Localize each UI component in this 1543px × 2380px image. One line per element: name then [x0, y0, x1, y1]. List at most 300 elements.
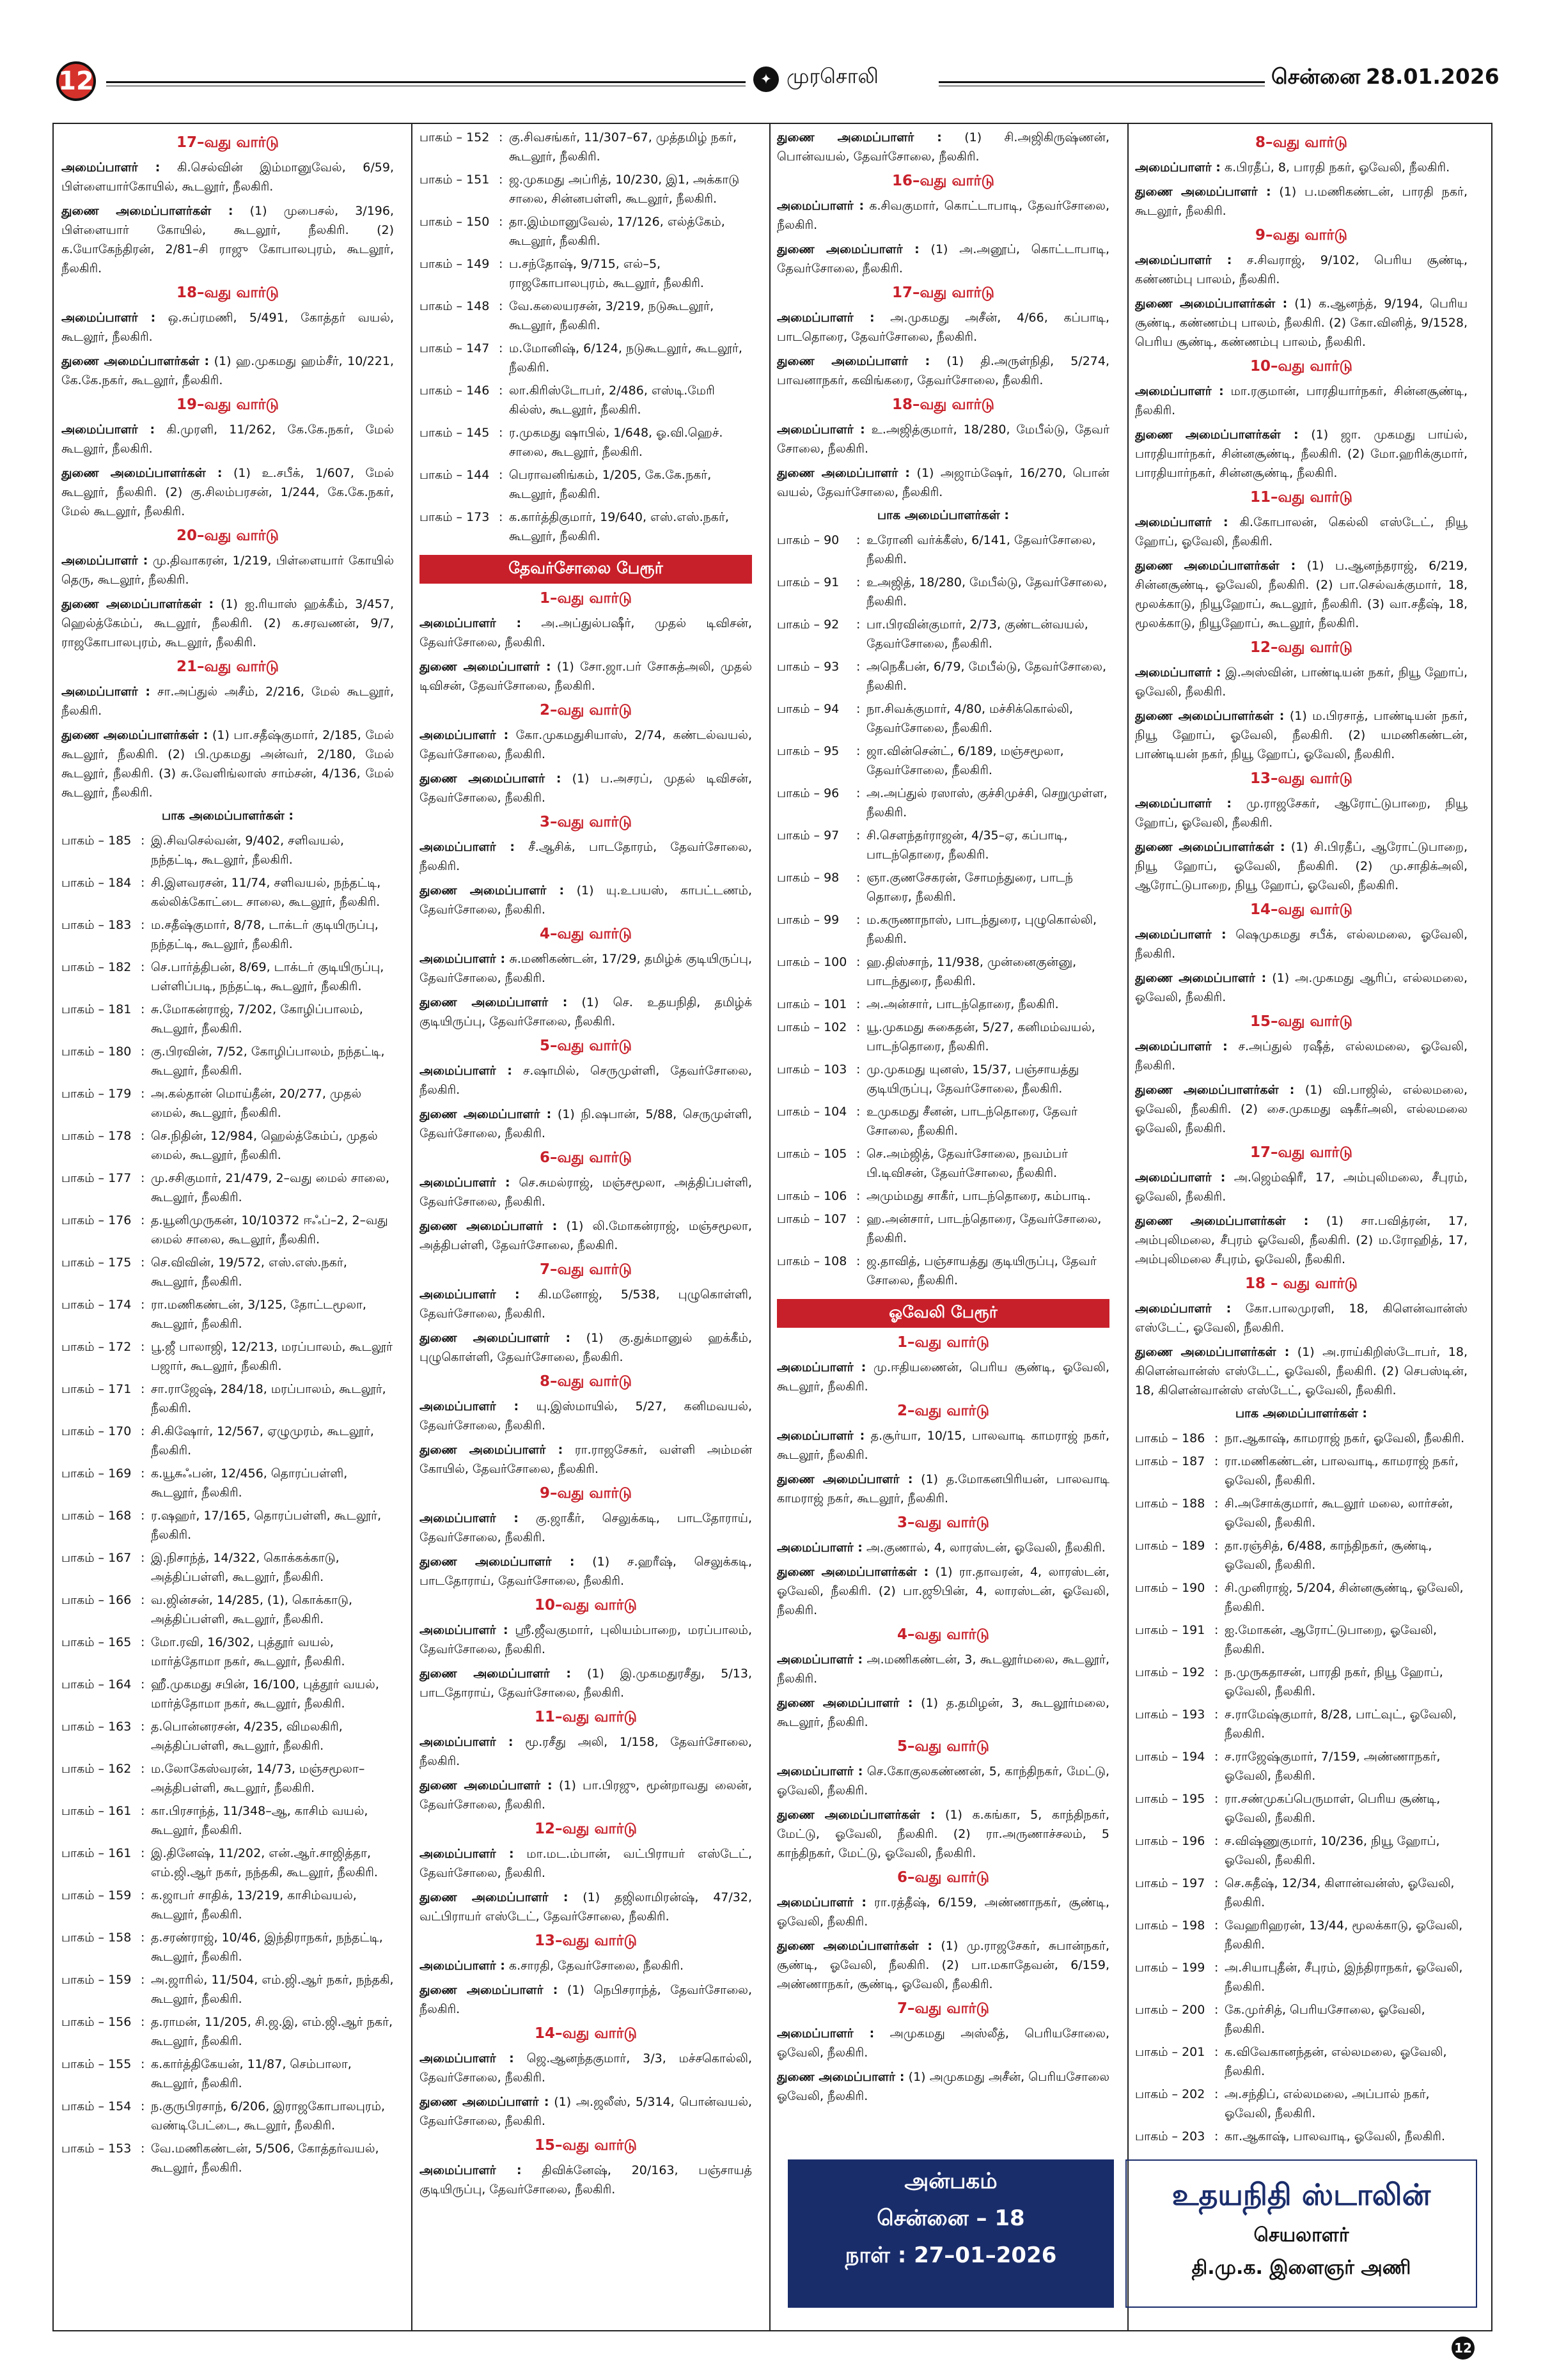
appointee-details: (1) த.மோகனபிரியன், பாலவாடி காமராஜ் நகர், கூடலூர், நீலகிரி. — [777, 1472, 1109, 1505]
appointment-entry — [61, 682, 394, 720]
appointee-details: சா.அப்துல் அசீம், 2/216, மேல் கூடலூர், நீலகிரி. — [61, 685, 394, 718]
role-label: அமைப்பாளர் : — [61, 311, 156, 325]
booth-entry — [61, 2097, 394, 2135]
role-label: துணை அமைப்பாளர் : — [1135, 185, 1271, 199]
role-label: துணை அமைப்பாளர்கள் : — [1135, 1345, 1290, 1359]
booth-colon: : — [856, 1189, 861, 1203]
appointment-entry — [777, 2067, 1109, 2106]
booth-colon: : — [856, 955, 861, 969]
appointee-details: (1) ஜா. முகமது பாய்ல், பாரதியார்நகர், சின்னசூண்டி, நீலகிரி. (2) மோ.ஹரிக்குமார், பாரதியார்நகர், சின்னசூண்டி, நீலகிரி. — [1135, 428, 1468, 480]
role-label: துணை அமைப்பாளர்கள் : — [777, 1565, 929, 1579]
booth-number: பாகம் – 190 — [1135, 1581, 1205, 1595]
booth-number: பாகம் – 187 — [1135, 1454, 1205, 1468]
booth-number: பாகம் – 156 — [61, 2015, 132, 2029]
booth-entry — [419, 212, 752, 251]
role-label: துணை அமைப்பாளர்கள் : — [61, 597, 214, 611]
ward-heading: 18 – வது வார்டு — [1244, 1275, 1358, 1292]
appointment-entry — [419, 2092, 752, 2131]
appointee-details: அ.முகமது அசீன், 4/66, கப்பாடி, பாடதொரை, தேவர்சோலை, நீலகிரி. — [777, 311, 1109, 344]
appointment-entry — [1135, 294, 1468, 352]
booth-organiser: வே.மணிகண்டன், 5/506, கோத்தர்வயல், கூடலூர், நீலகிரி. — [151, 2142, 379, 2175]
appointee-details: ரா.ரத்தீஷ், 6/159, அண்ணாநகர், சூண்டி, ஓவேலி, நீலகிரி. — [777, 1895, 1109, 1929]
booth-number: பாகம் – 144 — [419, 468, 490, 482]
appointee-details: (1) நி.ஷபான், 5/88, செருமுள்ளி, தேவர்சோலை, நீலகிரி. — [419, 1107, 752, 1140]
booth-colon: : — [141, 1593, 145, 1607]
ward-heading: 17–வது வார்டு — [891, 284, 995, 301]
appointment-entry — [419, 1397, 752, 1435]
appointment-entry — [777, 128, 1109, 166]
appointment-entry — [419, 1888, 752, 1926]
booth-organiser: அமும்மது சாகீர், பாடந்தொரை, கம்பாடி. — [866, 1189, 1091, 1203]
booth-entry — [1135, 2000, 1468, 2039]
booth-colon: : — [1214, 2003, 1219, 2017]
appointee-details: (1) சி.அஜிகிருஷ்ணன், பொன்வயல், தேவர்சோலை, நீலகிரி. — [777, 130, 1109, 164]
ad-place: அன்பகம் — [904, 2168, 998, 2194]
appointee-details: யு.இஸ்மாயில், 5/27, கனிமவயல், தேவர்சோலை, நீலகிரி. — [419, 1399, 752, 1433]
booth-organiser: மு.முகமது யுனஸ், 15/37, பஞ்சாயத்து குடியிருப்பு, தேவர்சோலை, நீலகிரி. — [866, 1062, 1079, 1096]
booth-organiser: ரா.மணிகண்டன், 3/125, தோட்டமூலா, கூடலூர், நீலகிரி. — [151, 1298, 366, 1331]
role-label: துணை அமைப்பாளர் : — [419, 2095, 549, 2109]
page-number-badge: 12 — [56, 61, 96, 101]
edition-city: சென்னை — [1271, 64, 1361, 89]
appointment-entry — [61, 308, 394, 346]
appointee-details: (1) அஜாம்ஷேர், 16/270, பொன் வயல், தேவர்சோலை, நீலகிரி. — [777, 466, 1109, 499]
appointee-details: திவிக்னேஷ், 20/163, பஞ்சாயத் குடியிருப்பு, தேவர்சோலை, நீலகிரி. — [419, 2163, 752, 2197]
ward-heading: 12–வது வார்டு — [1249, 639, 1353, 656]
booth-colon: : — [1214, 1454, 1219, 1468]
role-label: அமைப்பாளர் : — [61, 685, 150, 699]
booth-organiser: அநெகீபன், 6/79, மேபீல்டு, தேவர்சோலை, நீலகிரி. — [866, 660, 1107, 693]
role-label: துணை அமைப்பாளர் : — [419, 1778, 552, 1793]
ward-heading: 1–வது வார்டு — [897, 1334, 990, 1351]
role-label: துணை அமைப்பாளர்கள் : — [61, 354, 210, 368]
appointment-entry — [777, 1562, 1109, 1620]
booth-organiser: மோ.ரவி, 16/302, புத்தூர் வயல், மார்த்தோமா நகர், கூடலூர், நீலகிரி. — [151, 1635, 345, 1668]
appointee-details: (1) லி.மோகன்ராஜ், மஞ்சமூலா, அத்திபள்ளி, தேவர்சோலை, நீலகிரி. — [419, 1219, 752, 1252]
appointee-details: (1) சா.பவித்ரன், 17, அம்புலிமலை, சீபுரம் ஓவேலி, நீலகிரி. (2) ம.ரோஹித், 17, அம்புலிமலை சீபுரம், ஓவேலி, நீலகிரி. — [1135, 1214, 1468, 1266]
ward-heading: 14–வது வார்டு — [534, 2025, 638, 2042]
booth-entry — [61, 831, 394, 869]
booth-colon: : — [141, 1635, 145, 1649]
booth-colon: : — [141, 1129, 145, 1143]
ad-date: நாள் : 27–01–2026 — [845, 2243, 1057, 2268]
role-label: துணை அமைப்பாளர்கள் : — [1135, 428, 1299, 442]
booth-number: பாகம் – 97 — [777, 828, 840, 843]
signatory-name: உதயநிதி ஸ்டாலின் — [1171, 2177, 1431, 2212]
booth-organiser: த.ராமன், 11/205, சி.ஜ.இ, எம்.ஜி.ஆர் நகர், கூடலூர், நீலகிரி. — [151, 2015, 393, 2048]
appointee-details: (1) ஹ.முகமது ஹம்சீர், 10/221, கே.கே.நகர், கூடலூர், நீலகிரி. — [61, 354, 394, 387]
booth-number: பாகம் – 166 — [61, 1593, 132, 1607]
role-label: அமைப்பாளர் : — [777, 1541, 863, 1555]
appointee-details: இ.அஸ்வின், பாண்டியன் நகர், நியூ ஹோப், ஓவேலி, நீலகிரி. — [1135, 665, 1468, 699]
appointment-entry — [777, 1893, 1109, 1931]
booth-number: பாகம் – 163 — [61, 1720, 132, 1734]
ward-heading: 13–வது வார்டு — [534, 1933, 638, 1949]
booth-organiser: ம.லோகேஸ்வரன், 14/73, மஞ்சமூலா– அத்திபள்ளி, கூடலூர், நீலகிரி. — [151, 1762, 365, 1795]
booth-organiser: சி.சௌந்தர்ராஜன், 4/35–ஏ, கப்பாடி, பாடந்தொரை, நீலகிரி. — [866, 828, 1068, 862]
booth-organiser: லா.கிரிஸ்டோபர், 2/486, எஸ்டி.மேரி கில்ஸ், கூடலூர், நீலகிரி. — [509, 384, 715, 417]
booth-colon: : — [856, 871, 861, 885]
booth-colon: : — [141, 1002, 145, 1016]
role-label: அமைப்பாளர் : — [1135, 515, 1228, 529]
booth-colon: : — [856, 1254, 861, 1268]
booth-number: பாகம் – 161 — [61, 1804, 132, 1818]
role-label: அமைப்பாளர் : — [61, 423, 155, 437]
booth-number: பாகம் – 152 — [419, 130, 490, 144]
appointee-details: அ.மணிகண்டன், 3, கூடலூர்மலை, கூடலூர், நீலகிரி. — [777, 1653, 1109, 1686]
booth-entry — [61, 1000, 394, 1038]
booth-number: பாகம் – 159 — [61, 1888, 132, 1902]
appointment-entry — [419, 1328, 752, 1367]
appointment-entry — [777, 1805, 1109, 1863]
appointee-details: கி.கோபாலன், கெல்லி எஸ்டேட், நியூ ஹோப், ஓவேலி, நீலகிரி. — [1135, 515, 1468, 548]
appointment-entry — [1135, 837, 1468, 895]
booth-number: பாகம் – 188 — [1135, 1497, 1205, 1511]
appointee-details: கோ.முகமதுசியாஸ், 2/74, கண்டல்வயல், தேவர்சோலை, நீலகிரி. — [419, 728, 752, 761]
column-divider — [1127, 123, 1129, 2331]
booth-colon: : — [1214, 1961, 1219, 1975]
booth-organiser: நா.சிவக்குமார், 4/80, மச்சிக்கொல்லி, தேவர்சோலை, நீலகிரி. — [866, 702, 1073, 735]
role-label: துணை அமைப்பாளர்கள் : — [61, 466, 223, 480]
role-label: துணை அமைப்பாளர் : — [777, 2070, 905, 2084]
role-label: அமைப்பாளர் : — [1135, 1039, 1228, 1054]
booth-number: பாகம் – 103 — [777, 1062, 847, 1077]
appointee-details: (1) சி.பிரதீப், ஆரோட்டுபாறை, நியூ ஹோப், ஓவேலி, நீலகிரி. (2) மு.சாதிக்அலி, ஆரோட்டுபாறை, நியூ ஹோப், ஓவேலி, நீலகிரி. — [1135, 840, 1468, 892]
appointee-details: (1) அ.முகமது ஆரிப், எல்லமலை, ஓவேலி, நீலகிரி. — [1135, 971, 1468, 1004]
booth-entry — [1135, 1832, 1468, 1870]
appointee-details: (1) ப.அசரப், முதல் டிவிசன், தேவர்சோலை, நீலகிரி. — [419, 772, 752, 805]
appointee-details: (1) பா.சதீஷ்குமார், 2/185, மேல் கூடலூர், நீலகிரி. (2) பி.முகமது அன்வர், 2/180, மேல் கூடலூர், நீலகிரி. (3) சு.வேளிங்லாஸ் சாம்சன், 4/136, மேல் கூடலூர், நீலகிரி. — [61, 728, 394, 800]
ward-heading: 16–வது வார்டு — [891, 173, 995, 189]
appointment-entry — [419, 949, 752, 988]
booth-number: பாகம் – 148 — [419, 299, 490, 313]
booth-entry — [1135, 1578, 1468, 1617]
role-label: துணை அமைப்பாளர் : — [777, 242, 920, 256]
booth-number: பாகம் – 195 — [1135, 1792, 1205, 1806]
booth-colon: : — [1214, 1707, 1219, 1722]
booth-entry — [61, 1928, 394, 1966]
booth-entry — [1135, 1789, 1468, 1828]
booth-number: பாகம் – 146 — [419, 384, 490, 398]
appointee-details: (1) அ.ராய்கிறிஸ்டோபர், 18, கிளென்வான்ஸ் எஸ்டேட், ஓவேலி, நீலகிரி. (2) செபஸ்டின், 18, கிளென்வான்ஸ் எஸ்டேட், ஓவேலி, நீலகிரி. — [1135, 1345, 1468, 1397]
booth-entry — [61, 1633, 394, 1671]
booth-organiser: செ.விவின், 19/572, எஸ்.எஸ்.நகர், கூடலூர், நீலகிரி. — [151, 1256, 347, 1289]
booth-organiser: ம.சதீஷ்குமார், 8/78, டாக்டர் குடியிருப்பு, நந்தட்டி, கூடலூர், நீலகிரி. — [151, 918, 379, 951]
appointee-details: கி.செல்வின் இம்மானுவேல், 6/59, பிள்ளையார்கோயில், கூடலூர், நீலகிரி. — [61, 160, 394, 194]
appointment-entry — [777, 1470, 1109, 1508]
booth-number: பாகம் – 200 — [1135, 2003, 1205, 2017]
role-label: துணை அமைப்பாளர் : — [777, 1696, 913, 1710]
signatory-position: செயலாளர் — [1253, 2224, 1349, 2246]
booth-number: பாகம் – 198 — [1135, 1918, 1205, 1933]
ward-heading: 4–வது வார்டு — [897, 1626, 990, 1643]
ward-heading: 8–வது வார்டு — [1255, 134, 1348, 151]
appointment-entry — [1135, 794, 1468, 832]
booth-colon: : — [141, 1087, 145, 1101]
booth-entry — [61, 873, 394, 912]
booth-entry — [777, 1018, 1109, 1056]
appointee-details: (1) உ.சபீக், 1/607, மேல் கூடலூர், நீலகிரி. (2) கு.சிலம்பரசன், 1/244, கே.கே.நகர், மேல் கூடலூர், நீலகிரி. — [61, 466, 394, 518]
booth-number: பாகம் – 155 — [61, 2057, 132, 2071]
booth-organiser: சு.மோகன்ராஜ், 7/202, கோழிப்பாலம், கூடலூர், நீலகிரி. — [151, 1002, 363, 1036]
booth-organiser: கு.பிரவின், 7/52, கோழிப்பாலம், நந்தட்டி, கூடலூர், நீலகிரி. — [151, 1045, 385, 1078]
booth-organiser: ம.மோனிஷ், 6/124, நடுகூடலூர், கூடலூர், நீலகிரி. — [509, 341, 742, 375]
booth-entry — [419, 170, 752, 208]
role-label: துணை அமைப்பாளர் : — [419, 1555, 575, 1569]
booth-colon: : — [856, 1147, 861, 1161]
role-label: துணை அமைப்பாளர் : — [419, 1890, 568, 1904]
appointee-details: அமுகமது அஸ்லீத், பெரியசோலை, ஓவேலி, நீலகிரி. — [777, 2026, 1109, 2060]
booth-entry — [61, 1126, 394, 1165]
booth-number: பாகம் – 182 — [61, 960, 132, 974]
booth-number: பாகம் – 96 — [777, 786, 840, 800]
ward-heading: 11–வது வார்டு — [534, 1709, 638, 1725]
role-label: துணை அமைப்பாளர்கள் : — [1135, 1083, 1295, 1097]
booth-entry — [777, 826, 1109, 864]
appointee-details: (1) வி.பாஜில், எல்லமலை, ஓவேலி, நீலகிரி. (2) சை.முகமது ஷகீர்அலி, எல்லமலை ஓவேலி, நீலகிரி. — [1135, 1083, 1468, 1135]
booth-entry — [777, 784, 1109, 822]
booth-colon: : — [141, 2099, 145, 2113]
booth-entry — [61, 1801, 394, 1840]
ward-heading: 5–வது வார்டு — [897, 1738, 990, 1755]
appointment-entry — [1135, 425, 1468, 483]
appointment-entry — [419, 1552, 752, 1591]
booth-entry — [1135, 1958, 1468, 1996]
booth-colon: : — [141, 1762, 145, 1776]
booth-organiser: சி.அசோக்குமார், கூடலூர் மலை, லார்சன், ஓவேலி, நீலகிரி. — [1225, 1497, 1453, 1530]
booth-colon: : — [1214, 1834, 1219, 1848]
booth-organiser: அ.கல்தான் மொய்தீன், 20/277, முதல் மைல், கூடலூர், நீலகிரி. — [151, 1087, 362, 1120]
booth-colon: : — [856, 1020, 861, 1034]
booth-entry — [777, 742, 1109, 780]
appointee-details: கி.முரளி, 11/262, கே.கே.நகர், மேல் கூடலூர், நீலகிரி. — [61, 423, 394, 456]
booth-organiser: ப.சந்தோஷ், 9/715, எல்–5, ராஜகோபாலபுரம், கூடலூர், நீலகிரி. — [509, 257, 704, 290]
booth-organiser: கா.ஆகாஷ், பாலவாடி, ஓவேலி, நீலகிரி. — [1225, 2129, 1445, 2143]
appointment-entry — [419, 1105, 752, 1143]
booth-entry — [777, 910, 1109, 949]
appointee-details: (1) செ. உதயநிதி, தமிழ்க் குடியிருப்பு, தேவர்சோலை, நீலகிரி. — [419, 995, 752, 1029]
booth-colon: : — [856, 575, 861, 589]
role-label: துணை அமைப்பாளர் : — [419, 1983, 558, 1997]
booth-number: பாகம் – 98 — [777, 871, 840, 885]
booth-organiser: க.யூசுஃபன், 12/456, தொரப்பள்ளி, கூடலூர், நீலகிரி. — [151, 1466, 348, 1500]
appointee-details: (1) ப.மணிகண்டன், பாரதி நகர், கூடலூர், நீலகிரி. — [1135, 185, 1468, 218]
appointee-details: ஷெமுகமது சபீக், எல்லமலை, ஓவேலி, நீலகிரி. — [1135, 928, 1468, 961]
appointment-entry — [61, 158, 394, 196]
booth-colon: : — [141, 1973, 145, 1987]
booth-organiser: ச.விஷ்ணுகுமார், 10/236, நியூ ஹோப், ஓவேலி, நீலகிரி. — [1225, 1834, 1440, 1867]
appointee-details: (1) அமுகமது அசீன், பெரியசோலை ஓவேலி, நீலகிரி. — [777, 2070, 1109, 2103]
booth-number: பாகம் – 197 — [1135, 1876, 1205, 1890]
booth-organiser: பெராவனிங்கம், 1/205, கே.கே.நகர், கூடலூர், நீலகிரி. — [509, 468, 712, 501]
booth-colon: : — [499, 173, 503, 187]
appointee-details: த.சூர்யா, 10/15, பாலவாடி காமராஜ் நகர், கூடலூர், நீலகிரி. — [777, 1429, 1109, 1462]
appointment-entry — [1135, 706, 1468, 764]
booth-organiser: ச.ராமேஷ்குமார், 8/28, பாட்வுட், ஓவேலி, நீலகிரி. — [1225, 1707, 1457, 1741]
column-divider — [769, 123, 771, 2331]
booth-colon: : — [499, 130, 503, 144]
column-4 — [1135, 128, 1468, 2148]
booth-number: பாகம் – 165 — [61, 1635, 132, 1649]
appointment-entry — [419, 1173, 752, 1211]
booth-colon: : — [1214, 1792, 1219, 1806]
appointee-details: மு.திவாகரன், 1/219, பிள்ளையார் கோயில் தெரு, கூடலூர், நீலகிரி. — [61, 554, 394, 587]
appointee-details: மூ.ரசீது அலி, 1/158, தேவர்சோலை, நீலகிரி. — [419, 1735, 752, 1768]
appointee-details: (1) ஐ.ரியாஸ் ஹக்கீம், 3/457, ஹெல்த்கேம்ப், கூடலூர், நீலகிரி. (2) க.சரவணன், 9/7, ராஜகோபாலபுரம், கூடலூர், நீலகிரி. — [61, 597, 394, 649]
booth-entry — [419, 339, 752, 377]
appointment-entry — [777, 1538, 1109, 1557]
booth-number: பாகம் – 177 — [61, 1171, 132, 1185]
appointee-details: ஸ்ரீ.ஜீவகுமார், புலியம்பாறை, மரப்பாலம், தேவர்சோலை, நீலகிரி. — [419, 1623, 752, 1656]
role-label: துணை அமைப்பாளர் : — [419, 883, 565, 898]
booth-colon: : — [856, 997, 861, 1011]
appointee-details: (1) ம.பிரசாத், பாண்டியன் நகர், நியூ ஹோப், ஓவேலி, நீலகிரி. (2) யமணிகண்டன், பாண்டியன் நகர், நியூ ஹோப், ஓவேலி, நீலகிரி. — [1135, 709, 1468, 761]
role-label: அமைப்பாளர் : — [1135, 384, 1224, 398]
booth-organiser: ர.முகமது ஷாபில், 1/648, ஓ.வி.ஹெச். சாலை, கூடலூர், நீலகிரி. — [509, 426, 723, 459]
booth-number: பாகம் – 179 — [61, 1087, 132, 1101]
role-label: துணை அமைப்பாளர்கள் : — [1135, 1214, 1309, 1228]
role-label: துணை அமைப்பாளர்கள் : — [61, 204, 233, 218]
booth-organiser: ஜ.தாவித், பஞ்சாயத்து குடியிருப்பு, தேவர் சோலை, நீலகிரி. — [866, 1254, 1097, 1287]
footer-page-number: 12 — [1452, 2337, 1475, 2360]
role-label: அமைப்பாளர் : — [1135, 1302, 1232, 1316]
role-label: துணை அமைப்பாளர் : — [419, 1219, 558, 1233]
booth-number: பாகம் – 105 — [777, 1147, 847, 1161]
booth-colon: : — [141, 1298, 145, 1312]
booth-colon: : — [141, 2142, 145, 2156]
appointment-entry — [777, 1650, 1109, 1688]
ward-heading: 17–வது வார்டு — [1249, 1144, 1353, 1161]
booth-organiser: மு.சசிகுமார், 21/479, 2–வது மைல் சாலை, கூடலூர், நீலகிரி. — [151, 1171, 390, 1204]
appointee-details: ச.ஷாமில், செருமுள்ளி, தேவர்சோலை, நீலகிரி. — [419, 1064, 752, 1097]
booth-entry — [419, 254, 752, 293]
booth-number: பாகம் – 158 — [61, 1931, 132, 1945]
ad-city: சென்னை – 18 — [877, 2205, 1025, 2231]
role-label: அமைப்பாளர் : — [419, 1735, 513, 1749]
booth-entry — [61, 1591, 394, 1629]
booth-organiser: செ.சுதீஷ், 12/34, கிளான்வன்ஸ், ஓவேலி, நீலகிரி. — [1225, 1876, 1455, 1909]
ward-heading: 21–வது வார்டு — [176, 658, 279, 675]
booth-colon: : — [141, 1045, 145, 1059]
booth-colon: : — [499, 468, 503, 482]
appointee-details: (1) பா.பிரஜு, மூன்றாவது லைன், தேவர்சோலை, நீலகிரி. — [419, 1778, 752, 1812]
town-section-banner: தேவர்சோலை பேரூர் — [419, 555, 752, 584]
appointee-details: கோ.பாலமுரளி, 18, கிளென்வான்ஸ் எஸ்டேட், ஓவேலி, நீலகிரி. — [1135, 1302, 1468, 1335]
appointment-entry — [777, 240, 1109, 278]
booth-entry — [777, 953, 1109, 991]
booth-colon: : — [141, 1551, 145, 1565]
appointee-details: சீ.ஆசிக், பாடதோரம், தேவர்சோலை, நீலகிரி. — [419, 840, 752, 873]
booth-colon: : — [141, 1340, 145, 1354]
appointment-entry — [419, 1732, 752, 1771]
ward-heading: 18–வது வார்டு — [891, 396, 995, 413]
booth-entry — [419, 423, 752, 462]
booth-organiser: பா.பிரவின்குமார், 2/73, குண்டன்வயல், தேவர்சோலை, நீலகிரி. — [866, 618, 1088, 651]
booth-entry — [61, 1548, 394, 1587]
role-label: துணை அமைப்பாளர்கள் : — [1135, 840, 1285, 854]
role-label: அமைப்பாளர் : — [61, 554, 148, 568]
booth-number: பாகம் – 107 — [777, 1212, 847, 1226]
appointee-details: (1) க.கங்கா, 5, காந்திநகர், மேட்டு, ஓவேலி, நீலகிரி. (2) ரா.அருணாச்சலம், 5 காந்திநகர், மேட்டு, ஓவேலி, நீலகிரி. — [777, 1808, 1109, 1860]
booth-entry — [777, 1144, 1109, 1183]
booth-number: பாகம் – 169 — [61, 1466, 132, 1481]
role-label: அமைப்பாளர் : — [419, 1287, 520, 1302]
appointee-details: (1) த.தமிழன், 3, கூடலூர்மலை, கூடலூர், நீலகிரி. — [777, 1696, 1109, 1729]
ward-heading: 7–வது வார்டு — [897, 2000, 990, 2017]
booth-number: பாகம் – 101 — [777, 997, 847, 1011]
booth-entry — [61, 1759, 394, 1798]
ward-heading: 7–வது வார்டு — [539, 1261, 632, 1278]
ward-heading: 11–வது வார்டு — [1249, 489, 1353, 506]
appointment-entry — [1135, 158, 1468, 177]
appointee-details: (1) முபைசல், 3/196, பிள்ளையார் கோயில், கூடலூர், நீலகிரி. (2) க.யோகேந்திரன், 2/81–சி ராஜு கோபாலபுரம், கூடலூர், நீலகிரி. — [61, 204, 394, 276]
booth-number: பாகம் – 108 — [777, 1254, 847, 1268]
appointment-entry — [777, 2024, 1109, 2062]
role-label: அமைப்பாளர் : — [1135, 1171, 1226, 1185]
booth-organiser: செ.அம்ஜித், தேவர்சோலை, நவம்பர் பி.டிவிசன், தேவர்சோலை, நீலகிரி. — [866, 1147, 1068, 1180]
appointment-entry — [61, 420, 394, 458]
booth-colon: : — [1214, 1581, 1219, 1595]
role-label: அமைப்பாளர் : — [419, 952, 506, 966]
booth-organiser: ஹ.திஸ்சாந், 11/938, முன்னைகுன்னு, பாடந்துரை, நீலகிரி. — [866, 955, 1077, 988]
booth-organiser: சா.ராஜேஷ், 284/18, மரப்பாலம், கூடலூர், நீலகிரி. — [151, 1382, 386, 1415]
booth-organiser: ஜா.வின்சென்ட், 6/189, மஞ்சமூலா, தேவர்சோலை, நீலகிரி. — [866, 744, 1064, 777]
role-label: துணை அமைப்பாளர் : — [419, 1107, 552, 1121]
booth-colon: : — [1214, 1665, 1219, 1679]
role-label: துணை அமைப்பாளர் : — [419, 1667, 572, 1681]
booth-colon: : — [141, 1888, 145, 1902]
booth-entry — [61, 958, 394, 996]
booth-organiser: த.சரண்ராஜ், 10/46, இந்திராநகர், நந்தட்டி, கூடலூர், நீலகிரி. — [151, 1931, 383, 1964]
booth-number: பாகம் – 178 — [61, 1129, 132, 1143]
booth-colon: : — [141, 876, 145, 890]
booth-colon: : — [141, 1846, 145, 1860]
appointment-entry — [1135, 556, 1468, 633]
appointee-details: (1) ப.ஆனந்தராஜ், 6/219, சின்னசூண்டி, ஓவேலி, நீலகிரி. (2) பா.செல்வக்குமார், 18, மூலக்காடு, நியூஹோப், கூடலூர், நீலகிரி. (3) வா.சதீஷ், 18, மூலக்காடு, நியூஹோப், கூடலூர், நீலகிரி. — [1135, 559, 1468, 630]
booth-organiser: உரோனி வர்க்கீஸ், 6/141, தேவர்சோலை, நீலகிரி. — [866, 533, 1096, 566]
booth-number: பாகம் – 93 — [777, 660, 840, 674]
booth-colon: : — [856, 744, 861, 758]
booth-organiser: ச.ராஜேஷ்குமார், 7/159, அண்ணாநகர், ஓவேலி, நீலகிரி. — [1225, 1750, 1441, 1783]
booth-organiser: த.யூனிமுருகன், 10/10372 ஈஃப்–2, 2–வது மைல் சாலை, கூடலூர், நீலகிரி. — [151, 1213, 388, 1247]
ward-heading: 2–வது வார்டு — [897, 1403, 990, 1419]
appointee-details: ச.சிவராஜ், 9/102, பெரிய சூண்டி, கண்ணம்பு பாலம், நீலகிரி. — [1135, 253, 1468, 286]
booth-colon: : — [141, 1466, 145, 1481]
appointment-entry — [777, 1358, 1109, 1396]
role-label: அமைப்பாளர் : — [777, 1764, 863, 1778]
ward-heading: 18–வது வார்டு — [176, 284, 279, 301]
booth-entry — [777, 573, 1109, 611]
booth-organiser: ஞா.குணசேகரன், சோமந்துரை, பாடந் தொரை, நீலகிரி. — [866, 871, 1073, 904]
appointment-entry — [777, 420, 1109, 458]
booth-organiser: செ.பார்த்திபன், 8/69, டாக்டர் குடியிருப்பு, பள்ளிப்படி, நந்தட்டி, கூடலூர், நீலகிரி. — [151, 960, 384, 993]
ward-heading: 3–வது வார்டு — [539, 814, 632, 830]
booth-number: பாகம் – 162 — [61, 1762, 132, 1776]
role-label: துணை அமைப்பாளர் : — [777, 354, 930, 368]
booth-organiser: வே.கலையரசன், 3/219, நடுகூடலூர், கூடலூர், நீலகிரி. — [509, 299, 714, 332]
booth-colon: : — [141, 1171, 145, 1185]
booth-colon: : — [499, 257, 503, 271]
booth-colon: : — [141, 1804, 145, 1818]
booth-entry — [61, 1084, 394, 1123]
booth-number: பாகம் – 203 — [1135, 2129, 1205, 2143]
newspaper-logo-icon: ✦ — [753, 66, 779, 92]
booth-number: பாகம் – 176 — [61, 1213, 132, 1227]
booth-colon: : — [499, 384, 503, 398]
ward-heading: 12–வது வார்டு — [534, 1821, 638, 1837]
appointment-entry — [419, 1440, 752, 1479]
booth-organiser: பூ.ஜீ பாலாஜி, 12/213, மரப்பாலம், கூடலூர் பஜார், கூடலூர், நீலகிரி. — [151, 1340, 393, 1373]
